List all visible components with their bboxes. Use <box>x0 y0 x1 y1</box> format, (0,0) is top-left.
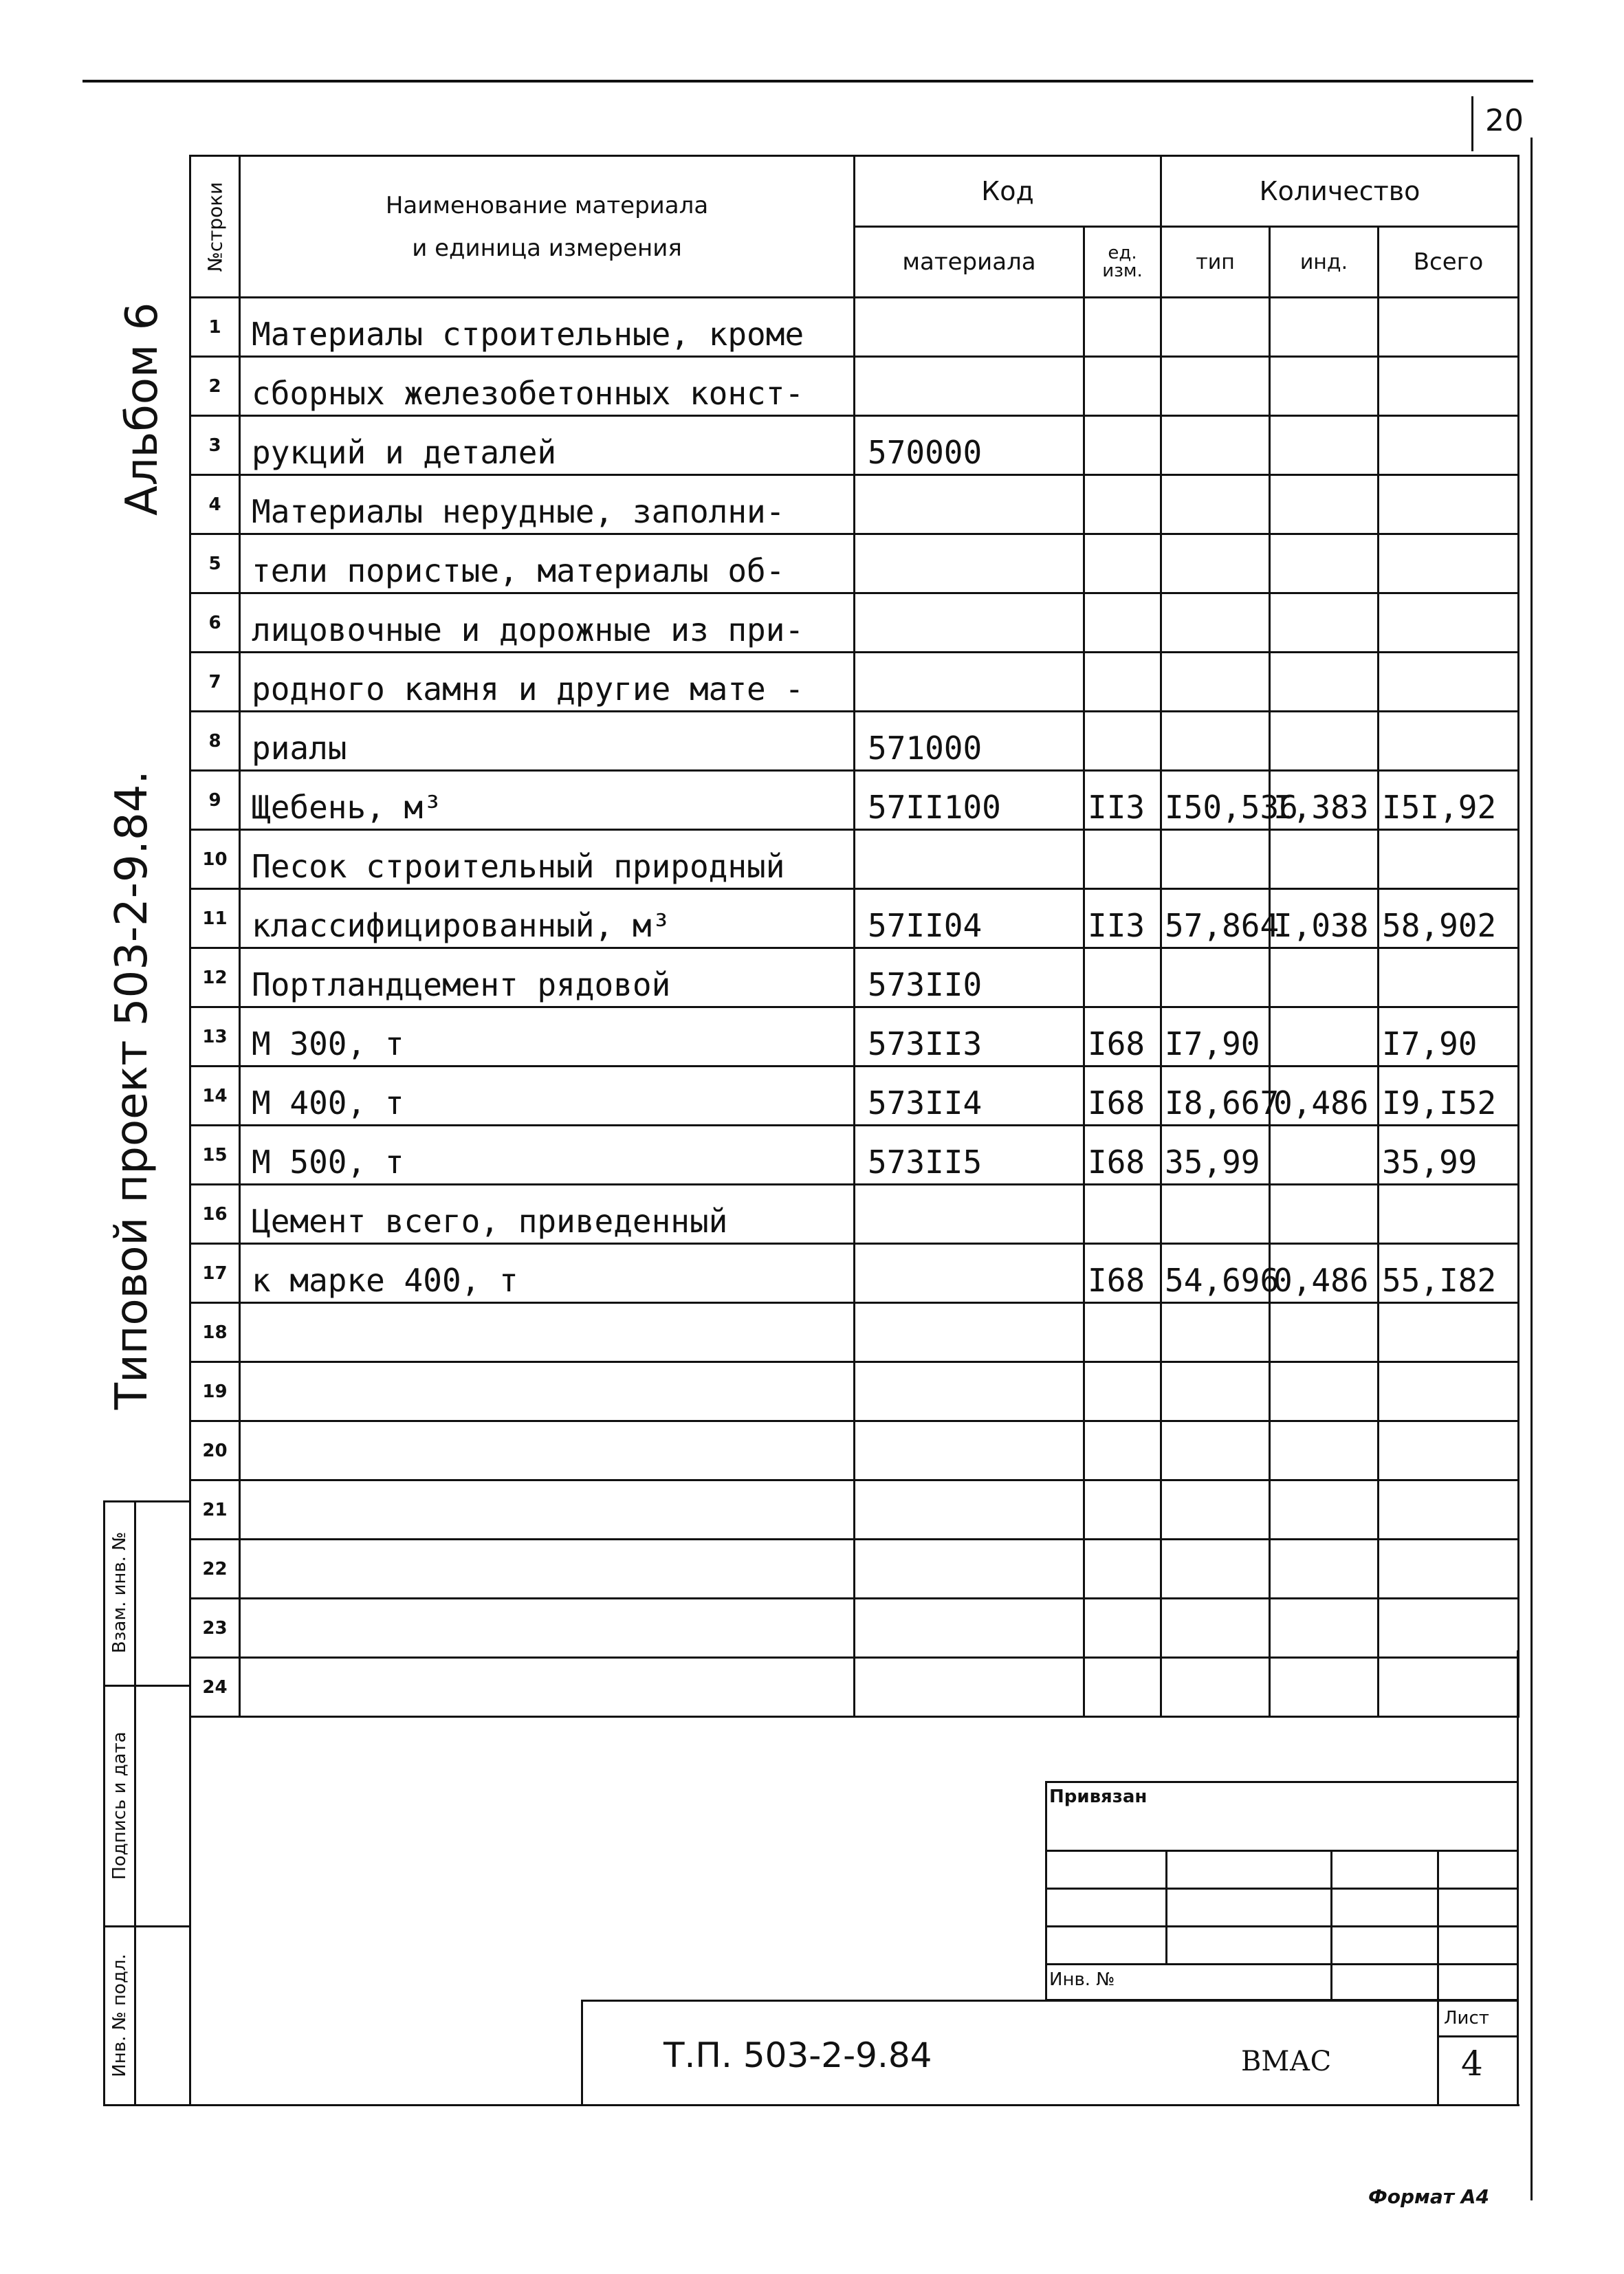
material-name: Песок строительный природный <box>240 830 855 889</box>
qty-ind <box>1270 830 1379 889</box>
table-left-extension <box>189 1650 191 2106</box>
sheet-cell-vline <box>1437 2000 1439 2106</box>
material-code <box>855 1421 1084 1480</box>
qty-tip <box>1161 298 1270 357</box>
code-material-header: материала <box>855 227 1084 298</box>
material-name <box>240 1303 855 1362</box>
material-code: 573II5 <box>855 1126 1084 1185</box>
qty-tip <box>1161 1658 1270 1717</box>
qty-ind <box>1270 534 1379 593</box>
qty-tip: 57,864 <box>1161 889 1270 948</box>
stamp-inv-podl-label: Инв. № подл. <box>109 1954 130 2077</box>
qty-tip <box>1161 416 1270 475</box>
qty-total <box>1379 1540 1519 1599</box>
table-row <box>190 1540 1519 1599</box>
row-number: 21 <box>190 1480 240 1540</box>
name-header-line1: Наименование материала <box>385 191 709 219</box>
unit-code: II3 <box>1084 889 1161 948</box>
material-code <box>855 357 1084 416</box>
material-name <box>240 1658 855 1717</box>
row-number: 18 <box>190 1303 240 1362</box>
row-number: 16 <box>190 1185 240 1244</box>
row-number: 6 <box>190 593 240 653</box>
unit-code <box>1084 416 1161 475</box>
material-code <box>855 1185 1084 1244</box>
material-name <box>240 1480 855 1540</box>
stamp-vzam-label: Взам. инв. № <box>109 1531 130 1654</box>
row-number: 10 <box>190 830 240 889</box>
qty-total <box>1379 948 1519 1007</box>
material-name <box>240 1540 855 1599</box>
row-number: 14 <box>190 1067 240 1126</box>
qty-tip <box>1161 1185 1270 1244</box>
qty-ind: I,383 <box>1270 771 1379 830</box>
table-row <box>190 1067 1519 1126</box>
page-number: 20 <box>1485 103 1524 138</box>
table-row <box>190 1599 1519 1658</box>
qty-ind <box>1270 357 1379 416</box>
qty-total <box>1379 1303 1519 1362</box>
qty-total: I7,90 <box>1379 1007 1519 1067</box>
qty-tip <box>1161 830 1270 889</box>
material-name: Щебень, м³ <box>240 771 855 830</box>
table-row <box>190 1303 1519 1362</box>
row-number: 1 <box>190 298 240 357</box>
table-row <box>190 593 1519 653</box>
unit-code: I68 <box>1084 1007 1161 1067</box>
qty-tip: I8,667 <box>1161 1067 1270 1126</box>
qty-tip: 54,696 <box>1161 1244 1270 1303</box>
qty-ind <box>1270 298 1379 357</box>
stamp-podpis <box>105 1686 135 1925</box>
qty-total-header: Всего <box>1379 227 1519 298</box>
material-name: М 300, т <box>240 1007 855 1067</box>
qty-ind <box>1270 1421 1379 1480</box>
name-header <box>240 156 855 298</box>
material-code <box>855 830 1084 889</box>
qty-tip <box>1161 653 1270 712</box>
unit-code <box>1084 593 1161 653</box>
qty-tip <box>1161 1362 1270 1421</box>
page-number-divider <box>1471 96 1473 151</box>
qty-ind <box>1270 1362 1379 1421</box>
top-rule <box>83 80 1533 83</box>
privyazan-block <box>1045 1781 1519 2001</box>
material-code <box>855 1303 1084 1362</box>
material-code <box>855 298 1084 357</box>
qty-tip <box>1161 357 1270 416</box>
row-number: 12 <box>190 948 240 1007</box>
unit-code <box>1084 357 1161 416</box>
material-name: классифицированный, м³ <box>240 889 855 948</box>
qty-total <box>1379 1185 1519 1244</box>
table-row <box>190 712 1519 771</box>
qty-tip <box>1161 534 1270 593</box>
material-name: рукций и деталей <box>240 416 855 475</box>
rownum-header: №строки <box>190 156 240 298</box>
right-edge-rule <box>1530 138 1533 2200</box>
qty-tip: 35,99 <box>1161 1126 1270 1185</box>
unit-code <box>1084 653 1161 712</box>
qty-total: 58,902 <box>1379 889 1519 948</box>
qty-total <box>1379 1362 1519 1421</box>
qty-tip <box>1161 712 1270 771</box>
qty-total <box>1379 298 1519 357</box>
qty-ind <box>1270 712 1379 771</box>
qty-ind <box>1270 1007 1379 1067</box>
material-name: сборных железобетонных конст- <box>240 357 855 416</box>
privyazan-vline-3 <box>1437 1850 1439 2001</box>
qty-ind <box>1270 1480 1379 1540</box>
qty-tip <box>1161 1540 1270 1599</box>
table-row <box>190 1244 1519 1303</box>
unit-code: I68 <box>1084 1244 1161 1303</box>
unit-code <box>1084 1540 1161 1599</box>
qty-total: 35,99 <box>1379 1126 1519 1185</box>
qty-total <box>1379 1599 1519 1658</box>
material-name <box>240 1421 855 1480</box>
qty-ind: 0,486 <box>1270 1244 1379 1303</box>
table-row <box>190 357 1519 416</box>
material-name: лицовочные и дорожные из при- <box>240 593 855 653</box>
table-row <box>190 1421 1519 1480</box>
format-label: Формат А4 <box>1368 2185 1489 2208</box>
material-name <box>240 1599 855 1658</box>
code-unit-header: ед. изм. <box>1084 227 1161 298</box>
sheet-cell-hline <box>1437 2035 1519 2037</box>
qty-total <box>1379 1658 1519 1717</box>
qty-ind: 0,486 <box>1270 1067 1379 1126</box>
inv-no-label: Инв. № <box>1049 1969 1115 1990</box>
row-number: 5 <box>190 534 240 593</box>
row-number: 8 <box>190 712 240 771</box>
material-code: 57II04 <box>855 889 1084 948</box>
material-name: Материалы нерудные, заполни- <box>240 475 855 534</box>
qty-ind <box>1270 1658 1379 1717</box>
qty-total: 55,I82 <box>1379 1244 1519 1303</box>
unit-code <box>1084 830 1161 889</box>
row-number: 17 <box>190 1244 240 1303</box>
table-row <box>190 889 1519 948</box>
row-number: 3 <box>190 416 240 475</box>
unit-code <box>1084 712 1161 771</box>
privyazan-label: Привязан <box>1049 1786 1148 1807</box>
row-number: 22 <box>190 1540 240 1599</box>
qty-total <box>1379 1480 1519 1540</box>
album-title: Альбом 6 <box>117 302 168 516</box>
unit-code <box>1084 1599 1161 1658</box>
material-code <box>855 1244 1084 1303</box>
qty-ind <box>1270 1126 1379 1185</box>
qty-ind <box>1270 1303 1379 1362</box>
privyazan-vline-1 <box>1165 1850 1167 1963</box>
table-row <box>190 1480 1519 1540</box>
qty-total <box>1379 357 1519 416</box>
unit-code <box>1084 948 1161 1007</box>
qty-total <box>1379 712 1519 771</box>
qty-tip <box>1161 1480 1270 1540</box>
unit-code: II3 <box>1084 771 1161 830</box>
qty-group-header: Количество <box>1161 156 1519 227</box>
material-code <box>855 1658 1084 1717</box>
table-row <box>190 771 1519 830</box>
material-name: Портландцемент рядовой <box>240 948 855 1007</box>
privyazan-line-4 <box>1045 1963 1519 1965</box>
material-code <box>855 1599 1084 1658</box>
unit-code: I68 <box>1084 1126 1161 1185</box>
table-row <box>190 475 1519 534</box>
qty-ind <box>1270 1599 1379 1658</box>
table-row <box>190 1362 1519 1421</box>
unit-code <box>1084 1185 1161 1244</box>
row-number: 20 <box>190 1421 240 1480</box>
row-number: 4 <box>190 475 240 534</box>
code-group-header: Код <box>855 156 1161 227</box>
sheet-number: 4 <box>1461 2044 1483 2084</box>
material-name: М 400, т <box>240 1067 855 1126</box>
project-title: Типовой проект 503-2-9.84. <box>107 770 157 1410</box>
unit-code <box>1084 1362 1161 1421</box>
qty-ind <box>1270 593 1379 653</box>
qty-ind-header: инд. <box>1270 227 1379 298</box>
row-number: 2 <box>190 357 240 416</box>
material-code <box>855 1362 1084 1421</box>
qty-ind <box>1270 1540 1379 1599</box>
qty-total <box>1379 475 1519 534</box>
material-name: риалы <box>240 712 855 771</box>
qty-ind <box>1270 475 1379 534</box>
qty-tip <box>1161 475 1270 534</box>
qty-tip <box>1161 1599 1270 1658</box>
row-number: 15 <box>190 1126 240 1185</box>
privyazan-line-1 <box>1045 1850 1519 1852</box>
qty-ind <box>1270 1185 1379 1244</box>
unit-code: I68 <box>1084 1067 1161 1126</box>
material-code: 571000 <box>855 712 1084 771</box>
qty-tip-header: тип <box>1161 227 1270 298</box>
material-name: М 500, т <box>240 1126 855 1185</box>
unit-code <box>1084 298 1161 357</box>
table-row <box>190 416 1519 475</box>
table-row <box>190 653 1519 712</box>
qty-total: I5I,92 <box>1379 771 1519 830</box>
qty-ind <box>1270 948 1379 1007</box>
material-code <box>855 653 1084 712</box>
qty-tip: I50,536 <box>1161 771 1270 830</box>
section-code: ВМАС <box>1241 2046 1332 2077</box>
unit-code <box>1084 534 1161 593</box>
table-row <box>190 298 1519 357</box>
stamp-vzam <box>105 1500 135 1685</box>
table-row <box>190 830 1519 889</box>
qty-tip <box>1161 1421 1270 1480</box>
qty-ind <box>1270 653 1379 712</box>
table-row <box>190 1007 1519 1067</box>
qty-total <box>1379 653 1519 712</box>
name-header-line2: и единица измерения <box>412 234 682 262</box>
material-code <box>855 1540 1084 1599</box>
material-code <box>855 475 1084 534</box>
qty-total <box>1379 830 1519 889</box>
qty-tip: I7,90 <box>1161 1007 1270 1067</box>
material-code <box>855 593 1084 653</box>
material-code: 573II3 <box>855 1007 1084 1067</box>
row-number: 13 <box>190 1007 240 1067</box>
table-row <box>190 534 1519 593</box>
material-name: к марке 400, т <box>240 1244 855 1303</box>
materials-rows <box>190 298 1519 1717</box>
material-code: 573II0 <box>855 948 1084 1007</box>
unit-code <box>1084 475 1161 534</box>
row-number: 23 <box>190 1599 240 1658</box>
material-name: Материалы строительные, кроме <box>240 298 855 357</box>
qty-total: I9,I52 <box>1379 1067 1519 1126</box>
row-number: 24 <box>190 1658 240 1717</box>
qty-total <box>1379 416 1519 475</box>
qty-tip <box>1161 593 1270 653</box>
material-code: 573II4 <box>855 1067 1084 1126</box>
unit-code <box>1084 1303 1161 1362</box>
table-row <box>190 948 1519 1007</box>
sheet-label: Лист <box>1444 2008 1489 2029</box>
qty-ind: I,038 <box>1270 889 1379 948</box>
qty-tip <box>1161 1303 1270 1362</box>
privyazan-vline-2 <box>1330 1850 1332 2001</box>
row-number: 7 <box>190 653 240 712</box>
doc-code: Т.П. 503-2-9.84 <box>663 2035 932 2075</box>
table-row <box>190 1126 1519 1185</box>
privyazan-line-2 <box>1045 1888 1519 1890</box>
material-name: родного камня и другие мате - <box>240 653 855 712</box>
material-code: 57II100 <box>855 771 1084 830</box>
table-row <box>190 1185 1519 1244</box>
header-row-1 <box>190 156 1519 227</box>
stamp-podpis-label: Подпись и дата <box>109 1731 130 1880</box>
row-number: 19 <box>190 1362 240 1421</box>
qty-tip <box>1161 948 1270 1007</box>
stamp-inv-podl <box>105 1927 135 2104</box>
material-code: 570000 <box>855 416 1084 475</box>
unit-code <box>1084 1421 1161 1480</box>
row-number: 9 <box>190 771 240 830</box>
material-name: тели пористые, материалы об- <box>240 534 855 593</box>
unit-code <box>1084 1658 1161 1717</box>
table-row <box>190 1658 1519 1717</box>
qty-ind <box>1270 416 1379 475</box>
privyazan-line-3 <box>1045 1925 1519 1927</box>
unit-code <box>1084 1480 1161 1540</box>
material-code <box>855 1480 1084 1540</box>
qty-total <box>1379 534 1519 593</box>
material-name <box>240 1362 855 1421</box>
material-code <box>855 534 1084 593</box>
qty-total <box>1379 593 1519 653</box>
qty-total <box>1379 1421 1519 1480</box>
row-number: 11 <box>190 889 240 948</box>
material-name: Цемент всего, приведенный <box>240 1185 855 1244</box>
materials-table <box>189 155 1519 1718</box>
